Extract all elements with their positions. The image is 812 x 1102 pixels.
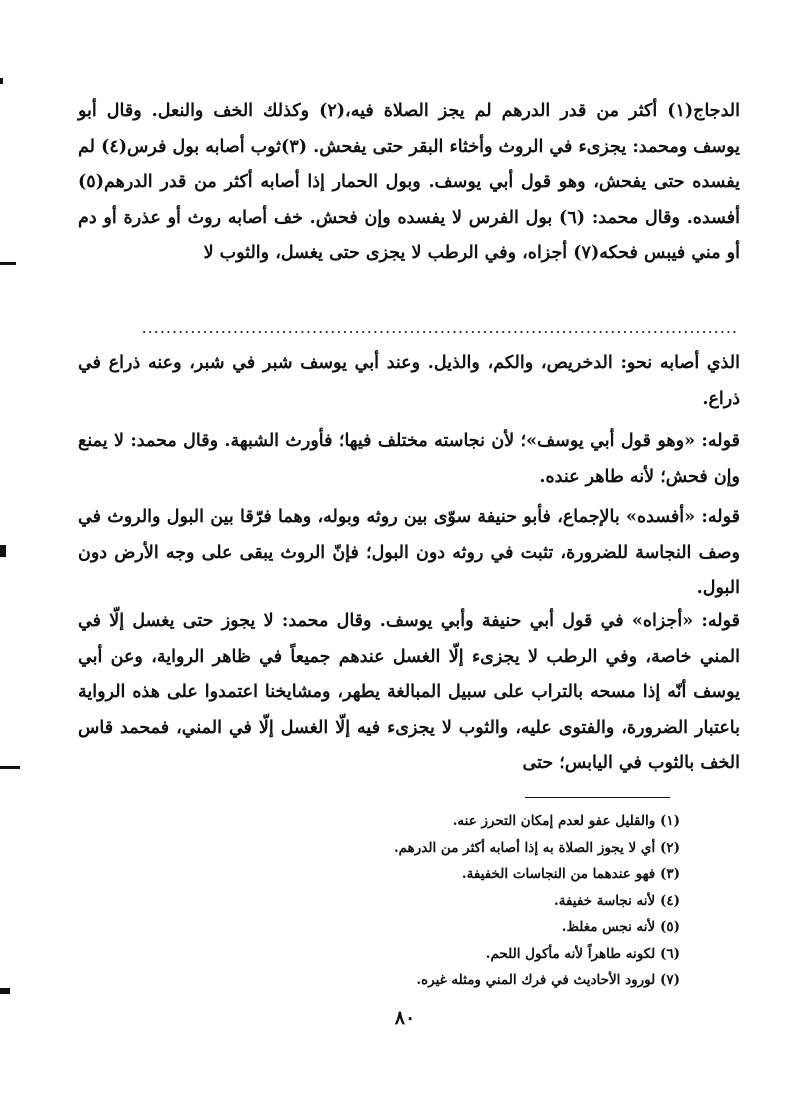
main-text: الدجاج(١) أكثر من قدر الدرهم لم يجز الصلاة فيه،(٢) وكذلك الخف والنعل. وقال أبو يوسف ومحمد: يجزىء في الروث وأخثاء البقر حتى يفحش. (٣)ثوب أصابه بول فرس(٤) لم يفسده حتى يفحش، وهو قول أبي يوسف. وبول الحمار إذا أصابه أكثر من قدر الدرهم(٥) أفسده. وقال محمد: (٦) بول الفرس لا يفسده وإن فحش. خف أصابه روث أو عذرة أو دم أو مني فيبس فحكه(٧) أجزاه، وفي الرطب لا يجزى حتى يغسل، والثوب لا <box>78 101 740 263</box>
scan-speck <box>0 545 6 557</box>
commentary-keyword: قوله: <box>701 507 740 527</box>
commentary-paragraph <box>78 604 740 782</box>
scan-speck <box>0 766 20 769</box>
scan-speck <box>0 988 10 994</box>
commentary-text: «أجزاه» في قول أبي حنيفة وأبي يوسف. وقال محمد: لا يجوز حتى يغسل إلّا في المني خاصة، وفي الرطب لا يجزىء إلّا الغسل عندهم جميعاً في ظاهر الرواية، وعن أبي يوسف أنّه إذا مسحه بالتراب على سبيل المبالغة يطهر، ومشايخنا اعتمدوا على هذه الرواية باعتبار الضرورة، والفتوى عليه، والثوب لا يجزىء فيه إلّا الغسل إلّا في المني، فمحمد قاس الخف بالثوب في اليابس؛ حتى <box>78 611 740 773</box>
scan-speck <box>0 78 3 84</box>
commentary-text: «وهو قول أبي يوسف»؛ لأن نجاسته مختلف فيها؛ فأورث الشبهة. وقال محمد: لا يمنع وإن فحش؛ لأنه طاهر عنده. <box>78 431 740 487</box>
page-number: ٨٠ <box>394 1007 416 1029</box>
footnote-item: (٥) لأنه نجس مغلظ. <box>561 919 680 935</box>
footnote-item: (١) والقليل عفو لعدم إمكان التحرز عنه. <box>452 813 680 829</box>
commentary-keyword: قوله: <box>701 611 741 631</box>
footnotes-list <box>300 808 680 994</box>
footnote-divider <box>525 797 670 798</box>
commentary-paragraph <box>78 346 740 417</box>
commentary-paragraph <box>78 424 740 495</box>
footnote-item: (٦) لكونه طاهراً لأنه مأكول اللحم. <box>485 945 680 962</box>
scan-speck <box>0 262 16 265</box>
footnote-item: (٧) لورود الأحاديث في فرك المني ومثله غيره. <box>416 972 680 988</box>
section-separator: .................................................................................................. <box>141 318 738 337</box>
commentary-keyword: قوله: <box>701 431 740 451</box>
footnote-item: (٣) فهو عندهما من النجاسات الخفيفة. <box>461 866 680 882</box>
commentary-text: الذي أصابه نحو: الدخريص، والكم، والذيل. وعند أبي يوسف شبر في شبر، وعنه ذراع في ذراع. <box>78 353 740 409</box>
commentary-text: «أفسده» بالإجماع، فأبو حنيفة سوّى بين روثه وبوله، وهما فرّقا بين البول والروث في وصف النجاسة للضرورة، تثبت في روثه دون البول؛ فإنّ الروث يبقى على وجه الأرض دون البول. <box>78 507 740 598</box>
footnote-item: (٢) أي لا يجوز الصلاة به إذا أصابه أكثر من الدرهم. <box>393 839 680 856</box>
commentary-paragraph <box>78 500 740 607</box>
footnote-item: (٤) لأنه نجاسة خفيفة. <box>554 892 680 909</box>
